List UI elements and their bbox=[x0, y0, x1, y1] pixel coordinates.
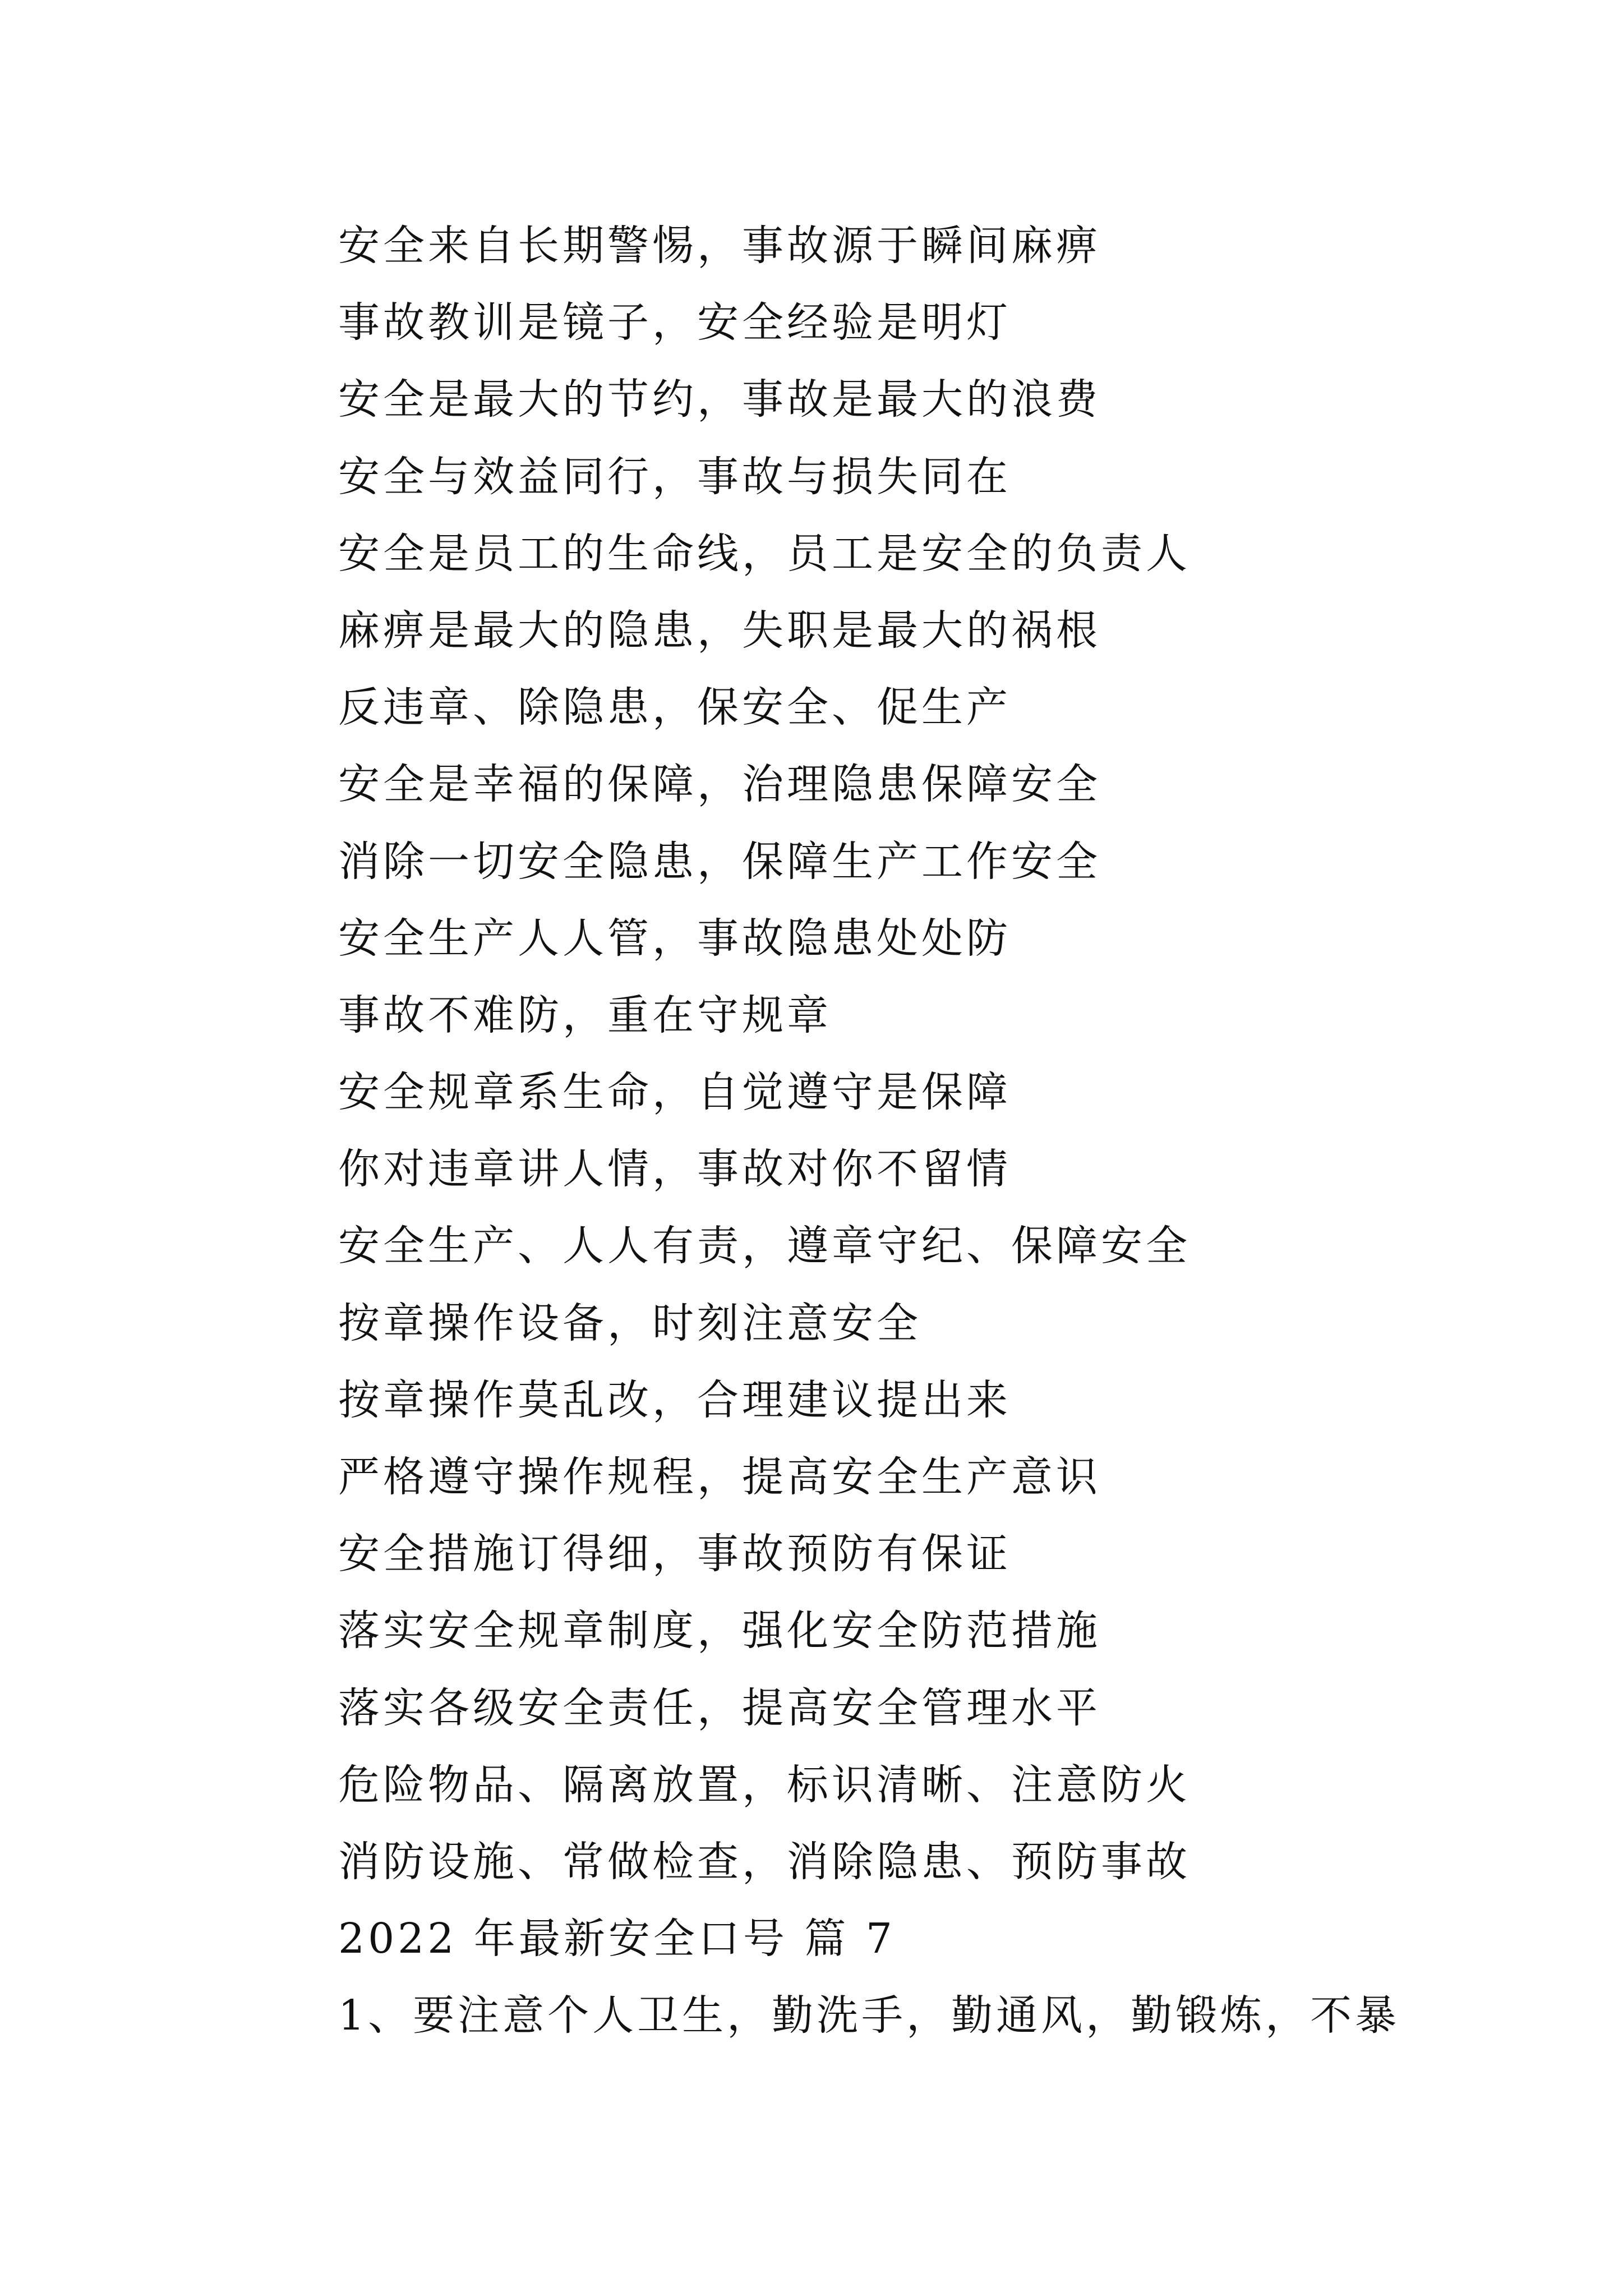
text-line: 你对违章讲人情，事故对你不留情 bbox=[338, 1145, 1011, 1194]
text-line: 严格遵守操作规程，提高安全生产意识 bbox=[338, 1453, 1101, 1501]
text-line: 麻痹是最大的隐患，失职是最大的祸根 bbox=[338, 606, 1101, 655]
text-line: 事故不难防，重在守规章 bbox=[338, 991, 832, 1039]
text-line: 危险物品、隔离放置，标识清晰、注意防火 bbox=[338, 1760, 1191, 1809]
text-line: 按章操作设备，时刻注意安全 bbox=[338, 1299, 921, 1347]
text-line: 1、要注意个人卫生，勤洗手，勤通风，勤锻炼，不暴 bbox=[338, 1991, 1400, 2040]
text-line: 安全规章系生命，自觉遵守是保障 bbox=[338, 1068, 1011, 1117]
text-line: 消防设施、常做检查，消除隐患、预防事故 bbox=[338, 1837, 1191, 1886]
text-line: 按章操作莫乱改，合理建议提出来 bbox=[338, 1375, 1011, 1424]
text-line: 安全是员工的生命线，员工是安全的负责人 bbox=[338, 529, 1191, 578]
section-heading: 2022 年最新安全口号 篇 7 bbox=[338, 1915, 896, 1963]
text-line: 落实安全规章制度，强化安全防范措施 bbox=[338, 1607, 1101, 1655]
text-line: 安全生产、人人有责，遵章守纪、保障安全 bbox=[338, 1222, 1191, 1271]
text-line: 安全生产人人管，事故隐患处处防 bbox=[338, 914, 1011, 963]
text-line: 反违章、除隐患，保安全、促生产 bbox=[338, 683, 1011, 732]
text-line: 安全来自长期警惕，事故源于瞬间麻痹 bbox=[338, 222, 1101, 270]
text-line: 安全是幸福的保障，治理隐患保障安全 bbox=[338, 760, 1101, 809]
text-line: 安全与效益同行，事故与损失同在 bbox=[338, 452, 1011, 501]
text-line: 安全是最大的节约，事故是最大的浪费 bbox=[338, 375, 1101, 424]
text-line: 消除一切安全隐患，保障生产工作安全 bbox=[338, 837, 1101, 886]
text-line: 安全措施订得细，事故预防有保证 bbox=[338, 1530, 1011, 1579]
text-line: 事故教训是镜子，安全经验是明灯 bbox=[338, 298, 1011, 347]
body-text bbox=[338, 208, 1516, 2055]
text-line: 落实各级安全责任，提高安全管理水平 bbox=[338, 1683, 1101, 1732]
